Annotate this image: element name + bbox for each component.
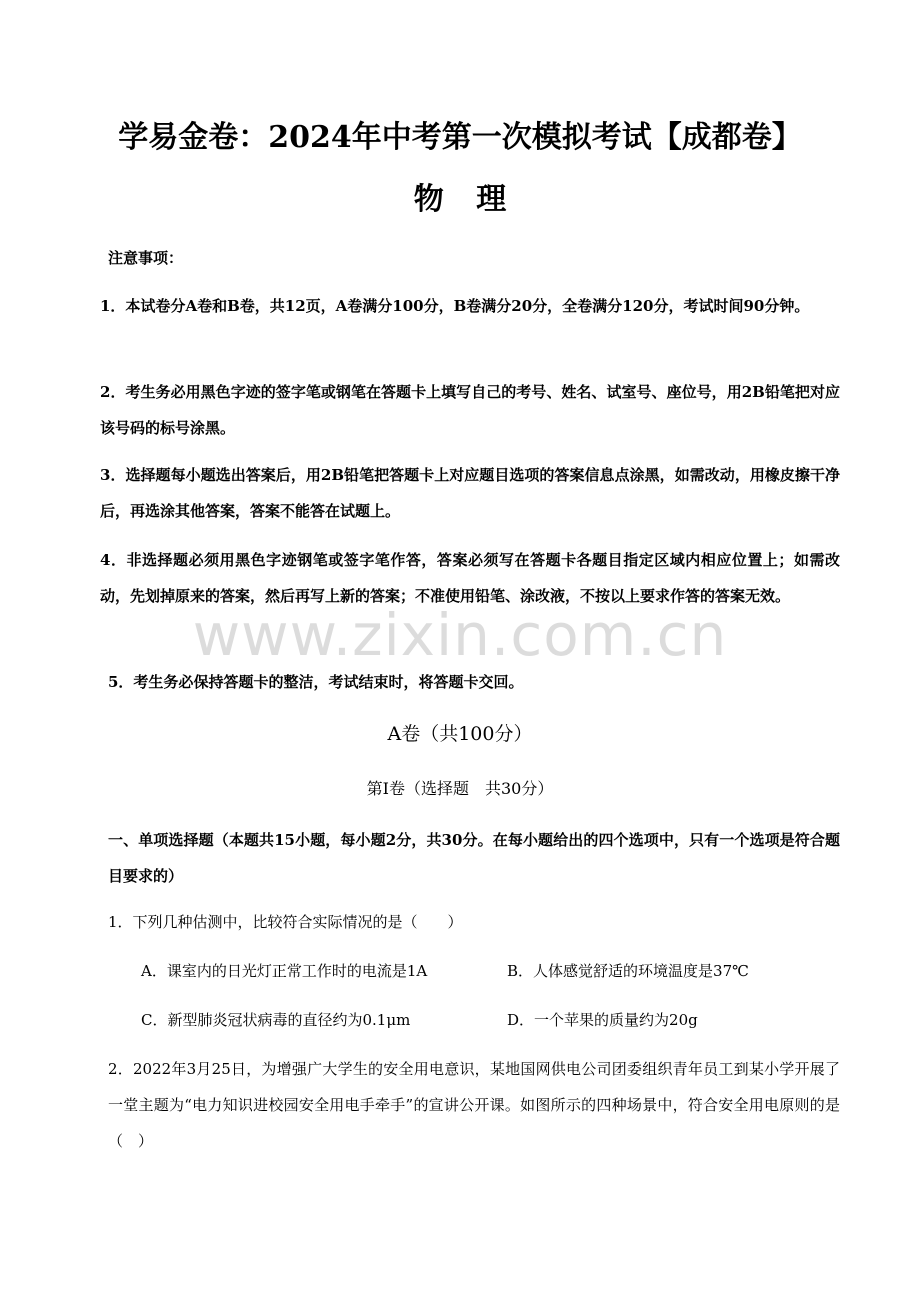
question-1-option-a: A．课室内的日光灯正常工作时的电流是1A [141, 962, 428, 980]
question-1-option-c: C．新型肺炎冠状病毒的直径约为0.1μm [141, 1011, 411, 1029]
question-group-heading: 一、单项选择题（本题共15小题，每小题2分，共30分。在每小题给出的四个选项中，只有一个选项是符合题目要求的） [108, 831, 840, 885]
subject-title: 物 理 [413, 182, 507, 217]
watermark: www.zixin.com.cn [192, 601, 728, 669]
section-a-heading: A卷（共100分） [387, 723, 533, 745]
question-2: 2．2022年3月25日，为增强广大学生的安全用电意识，某地国网供电公司团委组织青年员工到某小学开展了一堂主题为“电力知识进校园安全用电手牵手”的宣讲公开课。如图所示的四种场景中，符合安全用电原则的是（ ） [108, 1060, 840, 1150]
notice-item: 1．本试卷分A卷和B卷，共12页，A卷满分100分，B卷满分20分，全卷满分120分，考试时间90分钟。 [100, 297, 810, 315]
question-1-option-d: D．一个苹果的质量约为20g [507, 1011, 698, 1029]
question-1-option-b: B．人体感觉舒适的环境温度是37℃ [507, 962, 749, 980]
exam-title: 学易金卷：2024年中考第一次模拟考试【成都卷】 [118, 120, 802, 155]
notice-item: 2．考生务必用黑色字迹的签字笔或钢笔在答题卡上填写自己的考号、姓名、试室号、座位号，用2B铅笔把对应该号码的标号涂黑。 [100, 383, 840, 437]
notice-heading: 注意事项： [108, 249, 184, 267]
notice-item: 5．考生务必保持答题卡的整洁，考试结束时，将答题卡交回。 [108, 673, 524, 691]
notice-item: 4．非选择题必须用黑色字迹钢笔或签字笔作答，答案必须写在答题卡各题目指定区域内相应位置上；如需改动，先划掉原来的答案，然后再写上新的答案；不准使用铅笔、涂改液，不按以上要求作答的答案无效。 [100, 551, 840, 605]
question-1: 1．下列几种估测中，比较符合实际情况的是（ ） [108, 913, 463, 931]
part-1-heading: 第Ⅰ卷（选择题 共30分） [366, 779, 554, 798]
notice-item: 3．选择题每小题选出答案后，用2B铅笔把答题卡上对应题目选项的答案信息点涂黑，如需改动，用橡皮擦干净后，再选涂其他答案，答案不能答在试题上。 [100, 466, 840, 520]
